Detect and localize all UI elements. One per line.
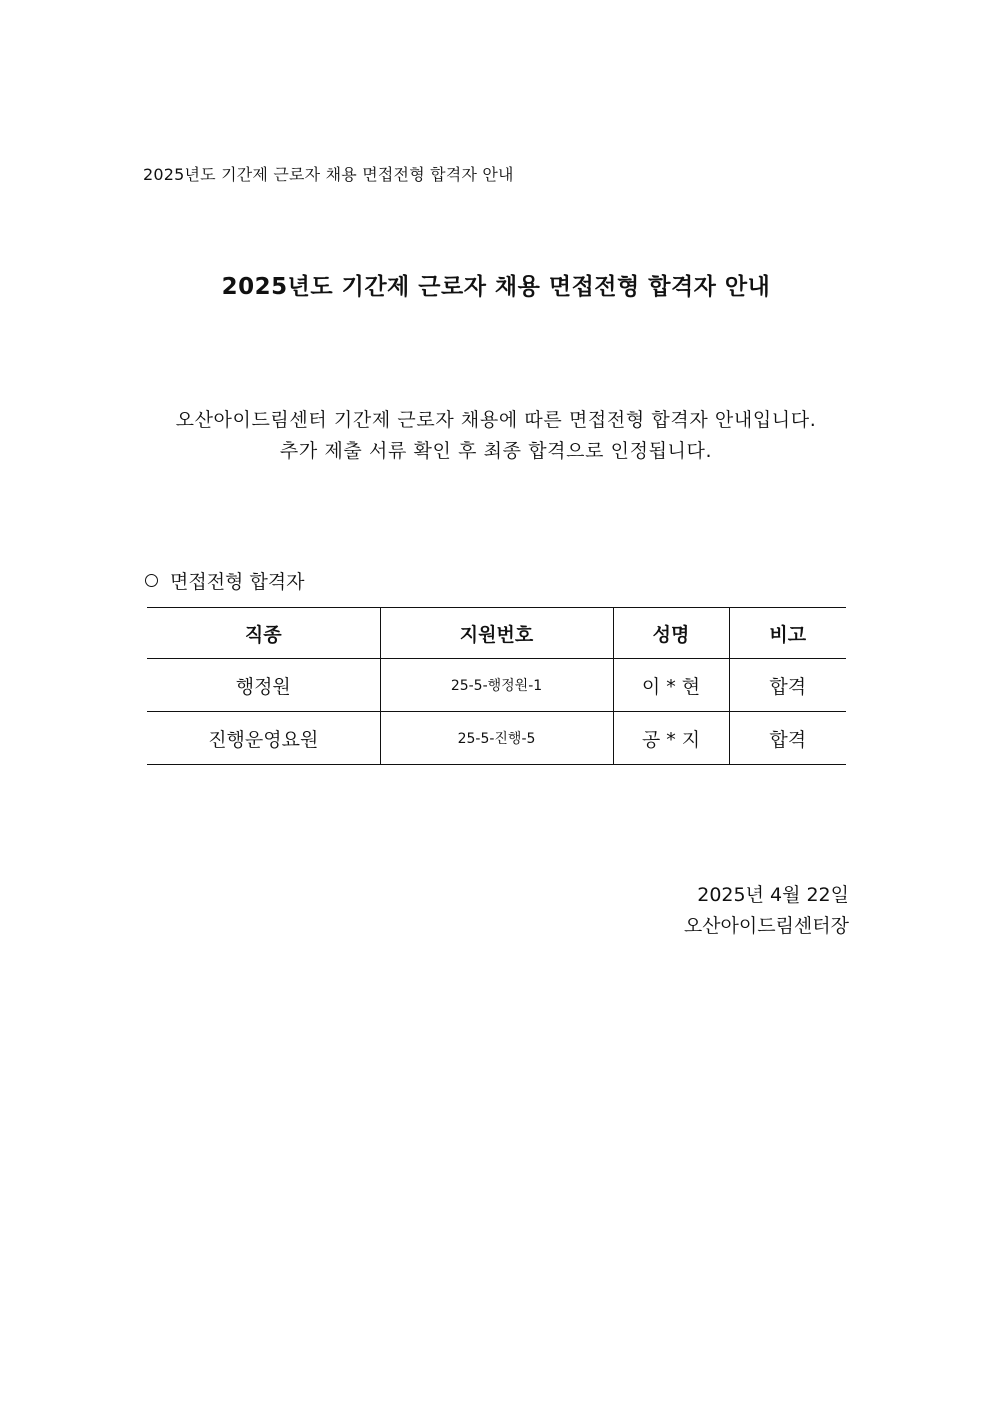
cell-application-number: 25-5-행정원-1 (380, 659, 613, 712)
intro-line-2: 추가 제출 서류 확인 후 최종 합격으로 인정됩니다. (279, 440, 713, 462)
cell-application-number: 25-5-진행-5 (380, 712, 613, 765)
cell-job-type: 진행운영요원 (147, 712, 380, 765)
issuer-name: 오산아이드림센터장 (683, 915, 849, 937)
section-heading (143, 567, 305, 594)
cell-job-type: 행정원 (147, 659, 380, 712)
cell-name: 공 * 지 (613, 712, 729, 765)
header-application-number: 지원번호 (380, 608, 613, 659)
circle-bullet-icon (145, 574, 158, 587)
document-title: 2025년도 기간제 근로자 채용 면접전형 합격자 안내 (221, 274, 771, 300)
cell-remarks: 합격 (729, 659, 846, 712)
header-note: 2025년도 기간제 근로자 채용 면접전형 합격자 안내 (143, 165, 514, 184)
signature-block (684, 880, 849, 942)
intro-paragraph (0, 405, 992, 467)
table-row (147, 659, 846, 712)
cell-name: 이 * 현 (613, 659, 729, 712)
section-heading-label: 면접전형 합격자 (170, 571, 305, 593)
cell-remarks: 합격 (729, 712, 846, 765)
result-table (147, 607, 846, 765)
table-header-row (147, 608, 846, 659)
header-job-type: 직종 (147, 608, 380, 659)
intro-line-1: 오산아이드림센터 기간제 근로자 채용에 따른 면접전형 합격자 안내입니다. (175, 409, 817, 431)
header-name: 성명 (613, 608, 729, 659)
header-remarks: 비고 (729, 608, 846, 659)
issue-date: 2025년 4월 22일 (697, 884, 849, 906)
table-row (147, 712, 846, 765)
